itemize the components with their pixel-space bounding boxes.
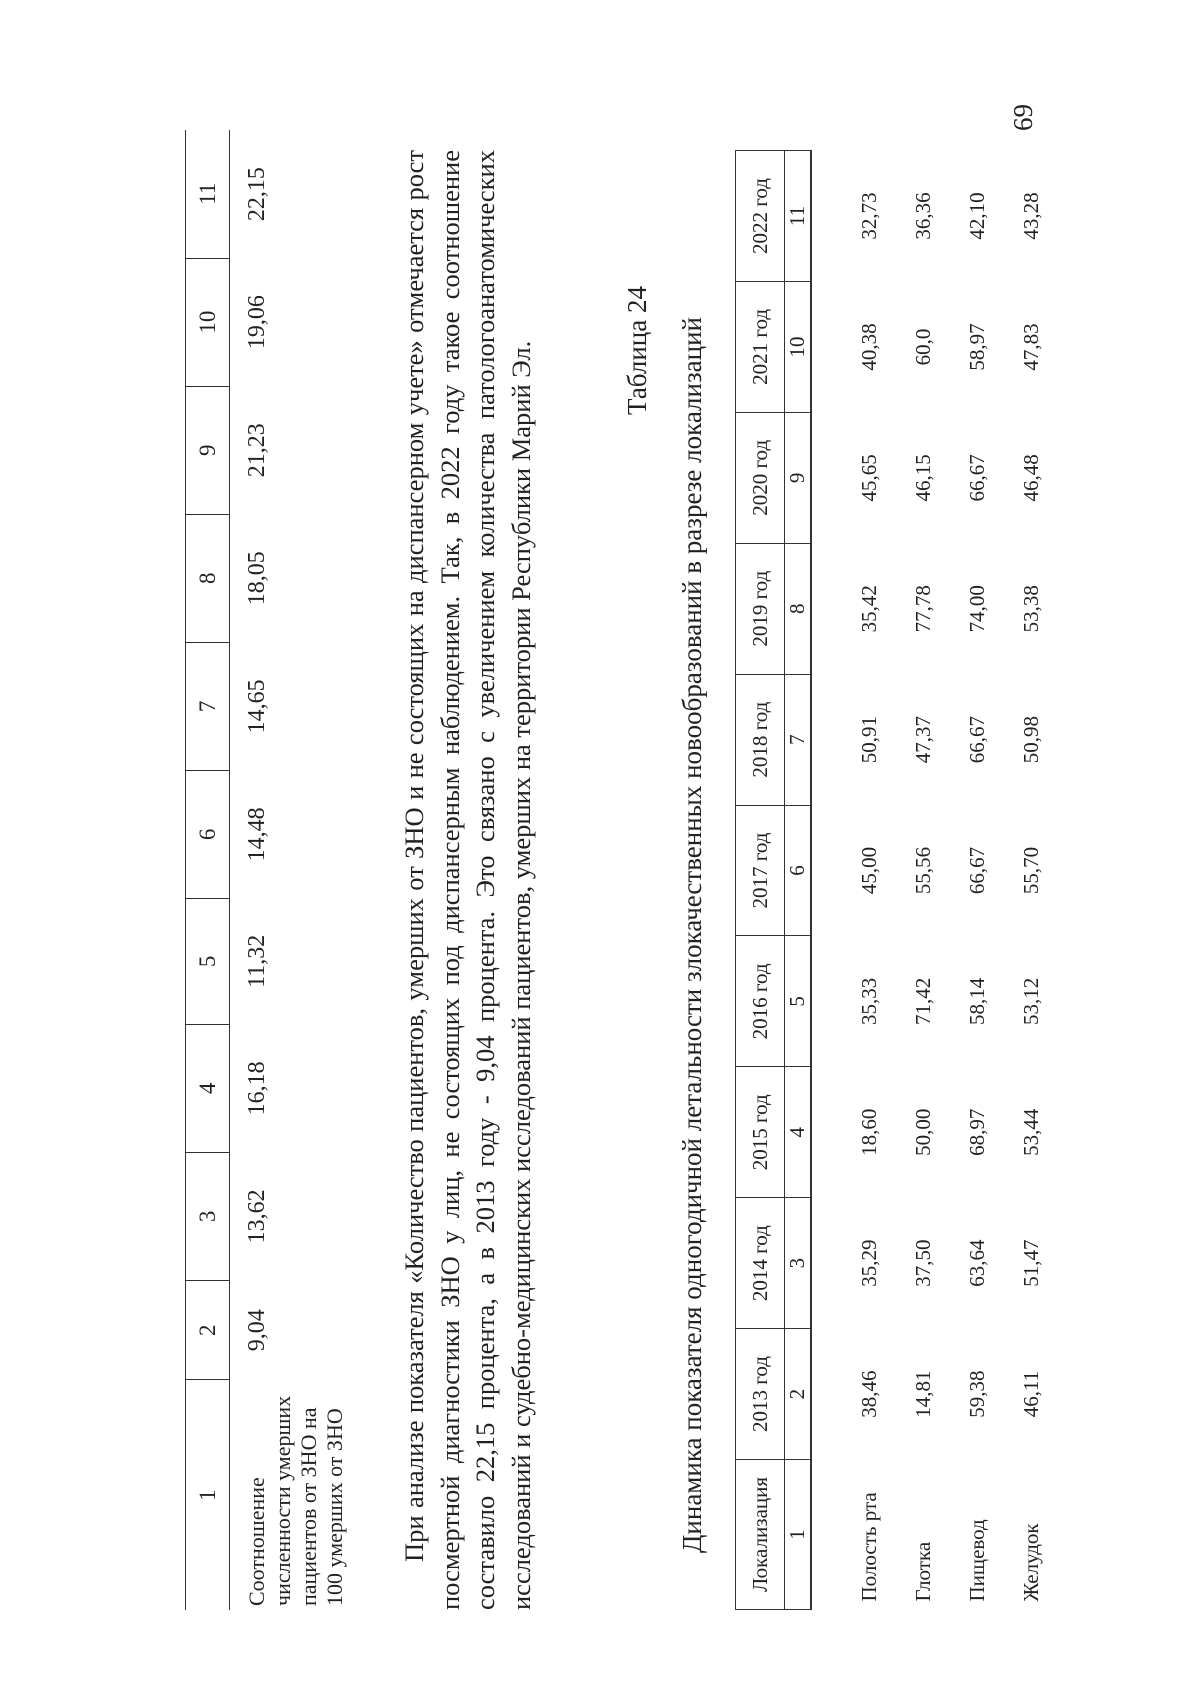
col-number: 8: [186, 514, 230, 642]
table-cell: 71,42: [910, 977, 935, 1026]
table-cell: 59,38: [964, 1370, 989, 1418]
table-cell: 14,81: [910, 1370, 935, 1418]
table-cell: 42,10: [964, 192, 989, 240]
col-number: 9: [785, 412, 812, 543]
column-header: 2016 год: [736, 936, 785, 1067]
col-number: 11: [785, 151, 812, 282]
col-number: 3: [186, 1152, 230, 1280]
row-label: Глотка: [910, 1541, 935, 1602]
table-cell: 35,33: [856, 977, 881, 1026]
column-header: 2013 год: [736, 1329, 785, 1460]
table-row: [950, 151, 1004, 1610]
row-label: Соотношение численности умерших пациентов от ЗНО на 100 умерших от ЗНО: [244, 1395, 347, 1606]
column-header: Локализация: [736, 1460, 785, 1610]
table-cell: 21,23: [244, 423, 270, 478]
table-continuation: [185, 130, 348, 1610]
table-cell: 60,0: [910, 328, 935, 366]
column-header: 2018 год: [736, 674, 785, 805]
table-cell: 53,44: [1018, 1108, 1043, 1156]
table-cell: 53,12: [1018, 977, 1043, 1026]
col-number: 6: [186, 770, 230, 898]
table-cell: 37,50: [910, 1239, 935, 1287]
table-cell: 35,29: [856, 1239, 881, 1287]
table-cell: 38,46: [856, 1370, 881, 1418]
col-number: 10: [785, 281, 812, 412]
table-cell: 22,15: [244, 167, 270, 222]
table-cell: 50,00: [910, 1108, 935, 1156]
table-title: Динамика показателя одногодичной летальности злокачественных новообразований в разрезе локализаций: [677, 317, 707, 1553]
col-number: 2: [785, 1329, 812, 1460]
col-number: 7: [785, 674, 812, 805]
col-number: 9: [186, 386, 230, 514]
table-cell: 9,04: [244, 1309, 270, 1352]
table-cell: 45,65: [856, 454, 881, 502]
table-cell: 50,91: [856, 715, 881, 764]
column-header: 2015 год: [736, 1067, 785, 1198]
table-cell: 55,56: [910, 846, 935, 895]
table-cell: 66,67: [964, 715, 989, 764]
table-row: [811, 151, 896, 1610]
table-cell: 18,05: [244, 551, 270, 606]
page-number: 69: [1008, 104, 1038, 131]
row-label: Желудок: [1018, 1523, 1043, 1602]
table-cell: 63,64: [964, 1239, 989, 1287]
col-number: 5: [785, 936, 812, 1067]
table-cell: 35,42: [856, 585, 881, 633]
row-label: Пищевод: [964, 1519, 989, 1602]
rotated-content: [185, 135, 1085, 1635]
table-cell: 51,47: [1018, 1239, 1043, 1287]
table-cell: 18,60: [856, 1108, 881, 1156]
col-number: 8: [785, 543, 812, 674]
table-cell: 16,18: [244, 1061, 270, 1116]
body-paragraph: При анализе показателя «Количество пациентов, умерших от ЗНО и не состоящих на диспансерном учете» отмечается рост посмертной диагностики ЗНО у лиц, не состоящих под диспансерным наблюдением. Так, в 2022 году такое соотношение составило 22,15 процента, а в 2013 году - 9,04 процента. Это связано с увеличением количества патологоанатомических исследований и судебно-медицинских исследований пациентов, умерших на территории Республики Марий Эл.: [399, 150, 536, 1610]
row-label: Полость рта: [856, 1492, 881, 1602]
col-number: 6: [785, 805, 812, 936]
col-number: 7: [186, 642, 230, 770]
table-cell: 68,97: [964, 1108, 989, 1156]
table-cell: 46,48: [1018, 454, 1043, 502]
table-column-numbers: [186, 130, 230, 1610]
column-header: 2014 год: [736, 1198, 785, 1329]
table-cell: 46,15: [910, 454, 935, 502]
table-row: [896, 151, 950, 1610]
col-number: 5: [186, 898, 230, 1024]
col-number: 4: [186, 1024, 230, 1152]
table-caption: Таблица 24: [622, 286, 652, 415]
table-cell: 46,11: [1018, 1370, 1043, 1418]
table-cell: 55,70: [1018, 846, 1043, 895]
table-cell: 14,65: [244, 679, 270, 734]
table-cell: 74,00: [964, 585, 989, 633]
table-cell: 36,36: [910, 192, 935, 240]
lethality-table: [735, 150, 1058, 1610]
col-number: 11: [186, 130, 230, 258]
table-cell: 11,32: [244, 934, 270, 988]
table-column-numbers: [785, 151, 812, 1610]
table-cell: 32,73: [856, 192, 881, 240]
table-cell: 50,98: [1018, 715, 1043, 764]
col-number: 1: [186, 1380, 230, 1610]
column-header: 2021 год: [736, 281, 785, 412]
table-cell: 13,62: [244, 1189, 270, 1244]
table-cell: 58,14: [964, 977, 989, 1026]
column-header: 2017 год: [736, 805, 785, 936]
table-cell: 19,06: [244, 295, 270, 350]
column-header: 2019 год: [736, 543, 785, 674]
table-cell: 47,37: [910, 715, 935, 764]
table-cell: 58,97: [964, 323, 989, 371]
table-cell: 47,83: [1018, 323, 1043, 371]
col-number: 3: [785, 1198, 812, 1329]
table-cell: 43,28: [1018, 192, 1043, 240]
table-cell: 45,00: [856, 846, 881, 895]
table-cell: 14,48: [244, 807, 270, 862]
col-number: 1: [785, 1460, 812, 1610]
table-cell: 40,38: [856, 323, 881, 371]
table-cell: 53,38: [1018, 585, 1043, 633]
table-cell: 77,78: [910, 585, 935, 633]
table-header-row: [736, 151, 785, 1610]
table-cell: 66,67: [964, 454, 989, 502]
col-number: 2: [186, 1280, 230, 1380]
table-row: [1004, 151, 1058, 1610]
table-row: [230, 130, 349, 1610]
col-number: 10: [186, 258, 230, 386]
col-number: 4: [785, 1067, 812, 1198]
column-header: 2020 год: [736, 412, 785, 543]
column-header: 2022 год: [736, 151, 785, 282]
table-cell: 66,67: [964, 846, 989, 895]
